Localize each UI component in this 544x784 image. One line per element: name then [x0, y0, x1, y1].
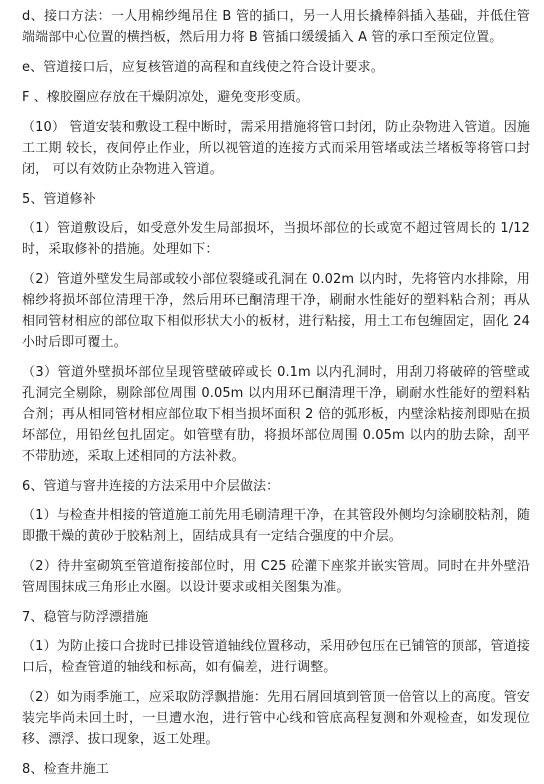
paragraph-repair-3: （3）管道外壁损坏部位呈现管壁破碎或长 0.1m 以内孔洞时，用刮刀将破碎的管壁或孔洞完全剔除，剔除部位周围 0.05m 以内用环已酮清理干净，刷耐水性能好的塑料粘合剂；再从相同管材相应部位取下相当损坏面积 2 倍的弧形板，内壁涂粘接剂即贴在损坏部位，用铅丝包扎固定。如管壁有肋，将损坏部位周围 0.05m 以内的肋去除，刮平不带肋迹，采取上述相同的方法补救。	[22, 365, 530, 464]
paragraph-repair-1: （1）管道敷设后，如受意外发生局部损坏，当损坏部位的长或宽不超过管周长的 1/12 时，采取修补的措施。处理如下：	[22, 221, 530, 257]
paragraph-stabilization-1: （1）为防止接口合拢时已排设管道轴线位置移动，采用砂包压在已铺管的顶部，管道接口后，检查管道的轴线和标高，如有偏差，进行调整。	[22, 639, 530, 675]
paragraph-pipe-sealing: （10） 管道安装和敷设工程中断时，需采用措施将管口封闭，防止杂物进入管道。因施工工期 较长，夜间停止作业，所以视管道的连接方式而采用管堵或法兰堵板等将管口封闭， 可以有效防止杂物进入管道。	[22, 120, 530, 177]
section-heading-manhole-construction: 8、检查井施工	[22, 762, 109, 777]
paragraph-joint-method: d、接口方法：一人用棉纱绳吊住 B 管的插口，另一人用长撬棒斜插入基础，并低住管端端部中心位置的横挡板，然后用力将 B 管插口缓缓插入 A 管的承口至预定位置。	[22, 9, 530, 45]
section-heading-pipe-repair: 5、管道修补	[22, 192, 96, 207]
paragraph-stabilization-2: （2）如为雨季施工，应采取防浮飘措施：先用石屑回填到管顶一倍管以上的高度。管安装完毕尚未回土时，一旦遭水泡，进行管中心线和管底高程复测和外观检查，如发现位移、漂浮、拔口现象，返工处理。	[22, 690, 530, 747]
paragraph-recheck-elevation: e、管道接口后，应复核管道的高程和直线使之符合设计要求。	[22, 60, 384, 75]
paragraph-connection-1: （1）与检查井相接的管道施工前先用毛刷清理干净，在其管段外侧均匀涂刷胶粘剂，随即撒干燥的黄砂于胶粘剂上，固结成具有一定结合强度的中介层。	[22, 508, 530, 544]
paragraph-connection-2: （2）待井室砌筑至管道衔接部位时，用 C25 砼灌下座浆并嵌实管周。同时在井外壁沿管周围抹成三角形止水圈。以设计要求或相关图集为准。	[22, 559, 530, 595]
paragraph-repair-2: （2）管道外壁发生局部或较小部位裂缝或孔洞在 0.02m 以内时，先将管内水排除，用棉纱将损坏部位清理干净，然后用环已酮清理干净，刷耐水性能好的塑料粘合剂；再从相同管材相应的部位取下相似形状大小的板材，进行粘接，用土工布包缠固定，固化 24 小时后即可覆土。	[22, 272, 530, 350]
section-heading-pipe-stabilization: 7、稳管与防浮漂措施	[22, 610, 149, 625]
paragraph-rubber-ring-storage: F 、橡胶圈应存放在干燥阴凉处，避免变形变质。	[22, 90, 309, 105]
section-heading-manhole-connection: 6、管道与窨井连接的方法采用中介层做法：	[22, 479, 280, 494]
